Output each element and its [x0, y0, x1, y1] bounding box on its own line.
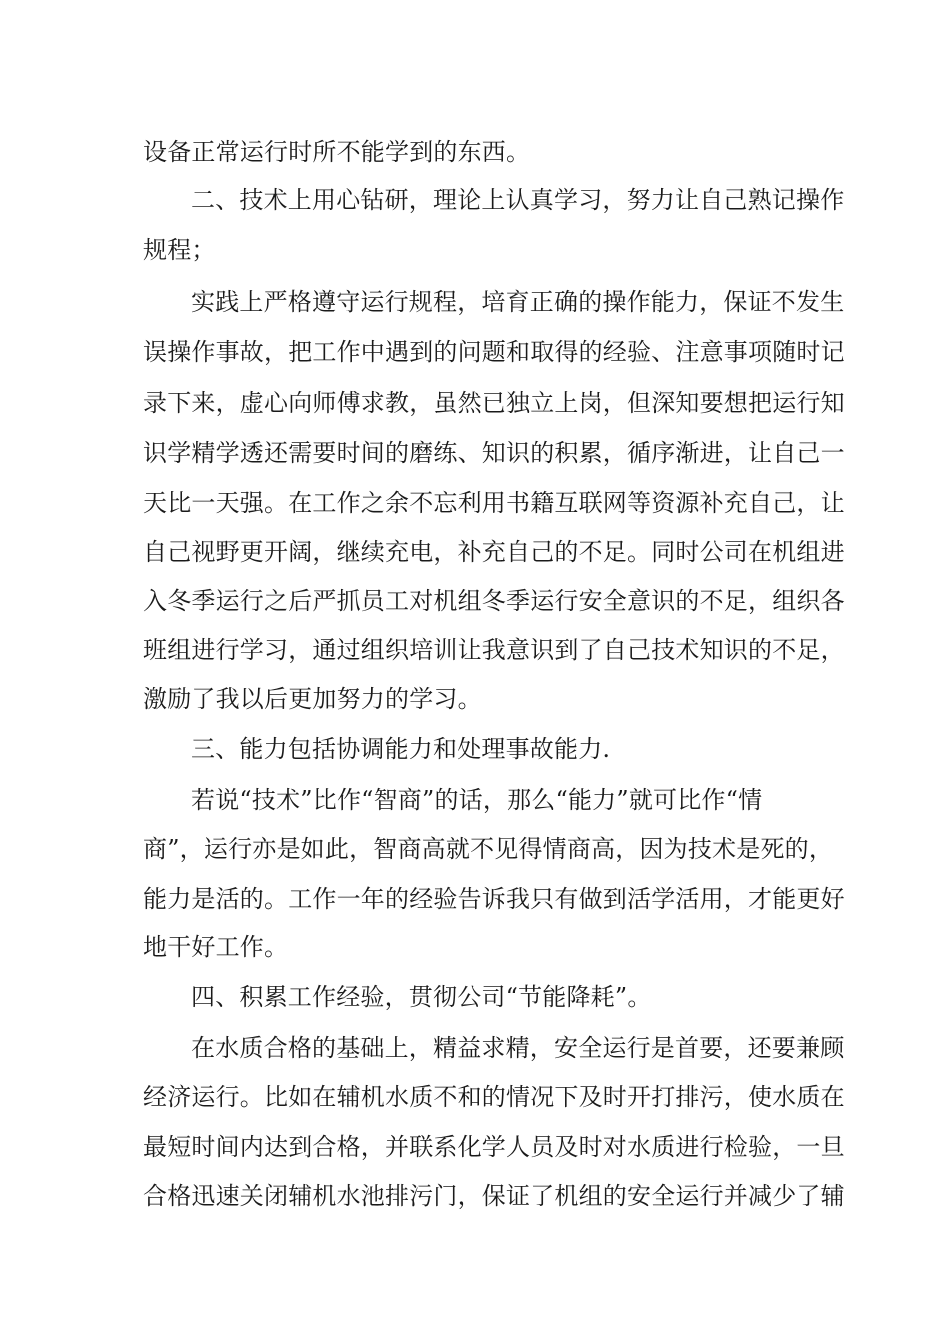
text-line: 自己视野更开阔，继续充电，补充自己的不足。同时公司在机组进 [143, 538, 845, 566]
text-line: 设备正常运行时所不能学到的东西。 [143, 138, 531, 166]
text-line: 入冬季运行之后严抓员工对机组冬季运行安全意识的不足，组织各 [143, 587, 845, 615]
section-heading: 二、技术上用心钻研，理论上认真学习，努力让自己熟记操作 [191, 186, 845, 214]
text-line: 班组进行学习，通过组织培训让我意识到了自己技术知识的不足， [143, 636, 845, 664]
section-heading: 三、能力包括协调能力和处理事故能力. [191, 735, 611, 763]
paragraph-start: 若说“技术”比作“智商”的话，那么“能力”就可比作“情 [191, 786, 763, 814]
section-heading: 四、积累工作经验，贯彻公司“节能降耗”。 [191, 983, 652, 1011]
text-line: 激励了我以后更加努力的学习。 [143, 685, 482, 713]
text-line: 商”，运行亦是如此，智商高就不见得情商高，因为技术是死的， [143, 835, 834, 863]
text-line: 录下来，虚心向师傅求教，虽然已独立上岗，但深知要想把运行知 [143, 389, 845, 417]
text-line: 识学精学透还需要时间的磨练、知识的积累，循序渐进，让自己一 [143, 439, 845, 467]
text-line: 最短时间内达到合格，并联系化学人员及时对水质进行检验，一旦 [143, 1133, 845, 1161]
text-line: 能力是活的。工作一年的经验告诉我只有做到活学活用，才能更好 [143, 885, 845, 913]
paragraph-start: 在水质合格的基础上，精益求精，安全运行是首要，还要兼顾 [191, 1034, 845, 1062]
text-line: 经济运行。比如在辅机水质不和的情况下及时开打排污，使水质在 [143, 1083, 845, 1111]
paragraph-start: 实践上严格遵守运行规程，培育正确的操作能力，保证不发生 [191, 288, 845, 316]
text-line: 天比一天强。在工作之余不忘利用书籍互联网等资源补充自己，让 [143, 489, 845, 517]
text-line: 规程； [143, 236, 216, 264]
text-line: 合格迅速关闭辅机水池排污门，保证了机组的安全运行并减少了辅 [143, 1182, 845, 1210]
text-line: 地干好工作。 [143, 933, 289, 961]
text-line: 误操作事故，把工作中遇到的问题和取得的经验、注意事项随时记 [143, 338, 845, 366]
